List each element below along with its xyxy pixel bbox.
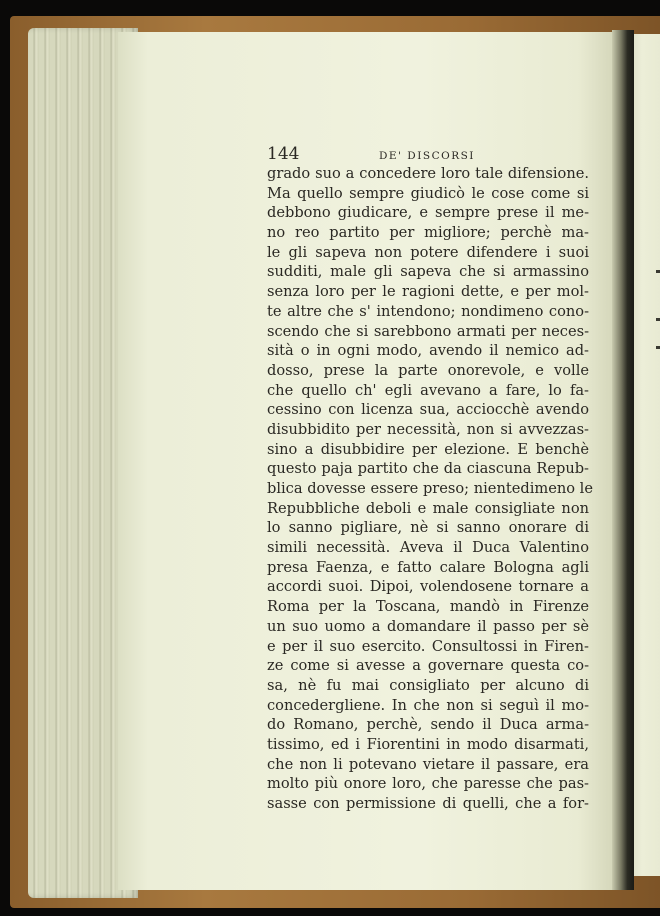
- text-line: le gli sapeva non potere difendere i suoi: [267, 243, 589, 261]
- text-line: tissimo, ed i Fiorentini in modo disarmati,: [267, 735, 589, 753]
- right-page-ink-mark: [656, 346, 660, 349]
- text-line: Ma quello sempre giudicò le cose come si: [267, 184, 589, 202]
- text-line: no reo partito per migliore; perchè ma-: [267, 224, 589, 242]
- text-line: molto più onore loro, che paresse che pas-: [267, 775, 589, 793]
- running-head: DE' DISCORSI: [379, 150, 475, 162]
- text-line: sità o in ogni modo, avendo il nemico ad-: [267, 342, 589, 360]
- text-line: che non li potevano vietare il passare, era: [267, 755, 589, 773]
- text-line: grado suo a concedere loro tale difensione.: [267, 165, 589, 182]
- text-line: presa Faenza, e fatto calare Bologna agli: [267, 558, 589, 576]
- text-line: Repubbliche deboli e male consigliate non: [267, 499, 589, 517]
- text-line: sudditi, male gli sapeva che si armassino: [267, 263, 589, 281]
- text-line: questo paja partito che da ciascuna Repub-: [267, 460, 589, 478]
- text-line: dosso, prese la parte onorevole, e volle: [267, 361, 589, 379]
- page-text: [267, 144, 593, 814]
- body-text: [267, 164, 593, 814]
- right-page-ink-mark: [656, 270, 660, 273]
- text-line: scendo che si sarebbono armati per neces-: [267, 322, 589, 340]
- right-page-ink-mark: [656, 318, 660, 321]
- book-gutter: [612, 30, 634, 890]
- text-line: sino a disubbidire per elezione. E benchè: [267, 440, 589, 458]
- page-number: 144: [267, 144, 300, 164]
- text-line: senza loro per le ragioni dette, e per mol-: [267, 283, 589, 301]
- text-line: simili necessità. Aveva il Duca Valentino: [267, 539, 589, 557]
- text-line: do Romano, perchè, sendo il Duca arma-: [267, 716, 589, 734]
- text-line: blica dovesse essere preso; nientedimeno le: [267, 480, 593, 497]
- text-line: che quello ch' egli avevano a fare, lo fa-: [267, 381, 589, 399]
- text-line: ze come si avesse a governare questa co-: [267, 657, 589, 675]
- text-line: disubbidito per necessità, non si avvezzas-: [267, 420, 589, 438]
- text-line: Roma per la Toscana, mandò in Firenze: [267, 598, 589, 616]
- text-line: sa, nè fu mai consigliato per alcuno di: [267, 676, 589, 694]
- page-header: [267, 145, 589, 164]
- text-line: e per il suo esercito. Consultossi in Firen-: [267, 637, 589, 655]
- text-line: debbono giudicare, e sempre prese il me-: [267, 204, 589, 222]
- text-line: cessino con licenza sua, acciocchè avendo: [267, 401, 589, 419]
- text-line: lo sanno pigliare, nè si sanno onorare di: [267, 519, 589, 537]
- text-line: concedergliene. In che non si seguì il mo-: [267, 696, 589, 714]
- text-line: sasse con permissione di quelli, che a for-: [267, 795, 589, 812]
- text-line: te altre che s' intendono; nondimeno cono-: [267, 302, 589, 320]
- text-line: accordi suoi. Dipoi, volendosene tornare a: [267, 578, 589, 596]
- text-line: un suo uomo a domandare il passo per sè: [267, 617, 589, 635]
